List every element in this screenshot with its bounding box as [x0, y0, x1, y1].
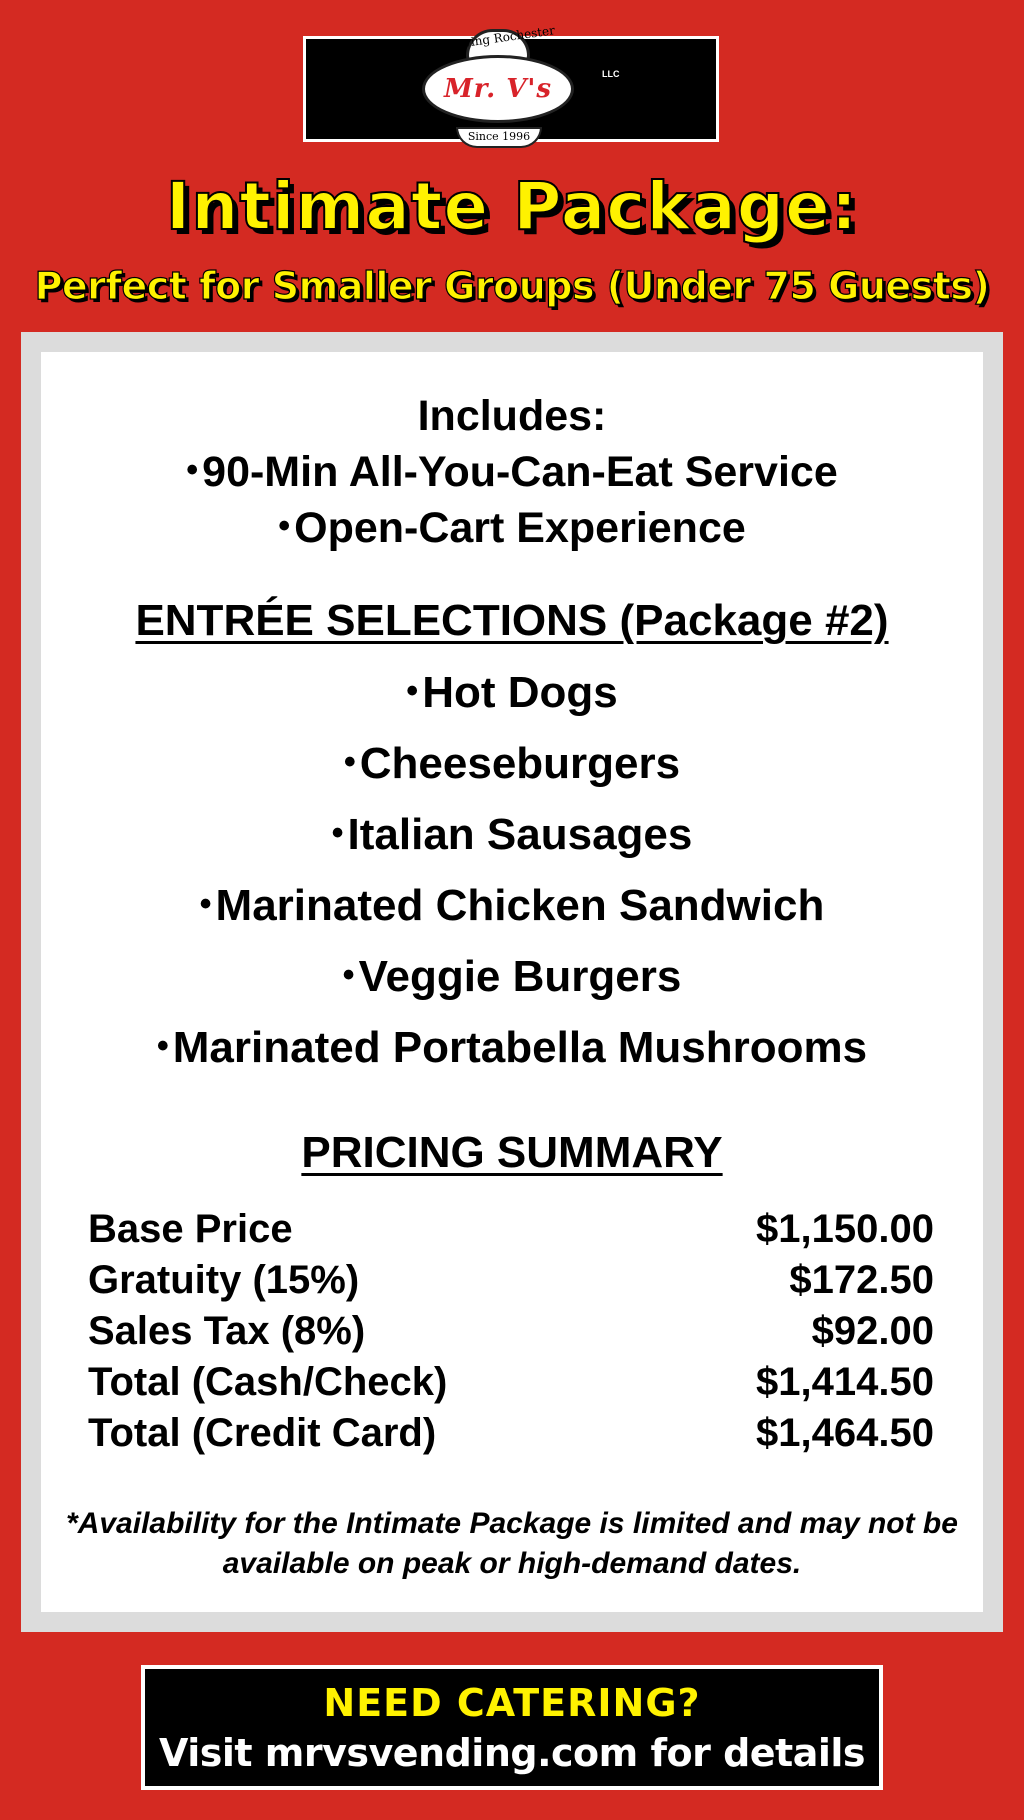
price-label: Base Price — [88, 1207, 293, 1251]
price-value: $1,150.00 — [756, 1207, 934, 1251]
package-title: Intimate Package: — [165, 168, 859, 245]
cta-title: NEED CATERING? — [323, 1681, 701, 1725]
entree-item — [41, 739, 983, 789]
includes-item-text: Open-Cart Experience — [294, 504, 746, 552]
price-row — [88, 1411, 934, 1459]
entree-item — [41, 952, 983, 1002]
entree-item-text: Marinated Portabella Mushrooms — [172, 1023, 868, 1072]
bullet-icon: • — [331, 814, 344, 852]
bullet-icon: • — [343, 743, 356, 781]
pricing-heading: PRICING SUMMARY — [301, 1128, 723, 1177]
price-label: Total (Credit Card) — [88, 1411, 437, 1455]
logo-oval — [422, 55, 574, 123]
availability-footnote: *Availability for the Intimate Package is limited and may not be available on peak or high-demand dates. — [66, 1507, 958, 1580]
entree-item-text: Veggie Burgers — [358, 952, 682, 1001]
includes-item-text: 90-Min All-You-Can-Eat Service — [202, 448, 838, 496]
price-value: $1,464.50 — [756, 1411, 934, 1455]
content-card — [41, 352, 983, 1612]
price-row — [88, 1207, 934, 1255]
catering-cta — [141, 1665, 883, 1790]
bullet-icon: • — [156, 1027, 169, 1065]
bullet-icon: • — [186, 451, 199, 489]
content-card-frame — [21, 332, 1003, 1632]
price-row — [88, 1309, 934, 1357]
logo-llc: LLC — [602, 69, 620, 79]
entree-item-text: Marinated Chicken Sandwich — [215, 881, 825, 930]
includes-item — [41, 448, 983, 497]
includes-heading: Includes: — [417, 392, 607, 440]
price-value: $1,414.50 — [756, 1360, 934, 1404]
entree-item — [41, 881, 983, 931]
entree-item-text: Italian Sausages — [347, 810, 693, 859]
cta-website[interactable]: Visit mrvsvending.com for details — [158, 1731, 866, 1775]
includes-item — [41, 504, 983, 553]
logo-tagline: Serving Rochester — [442, 23, 556, 53]
logo-name: Mr. V's — [444, 74, 552, 104]
bullet-icon: • — [199, 885, 212, 923]
bullet-icon: • — [342, 956, 355, 994]
entree-item-text: Hot Dogs — [422, 668, 618, 717]
package-subtitle: Perfect for Smaller Groups (Under 75 Guests) — [34, 264, 990, 308]
logo-since: Since 1996 — [456, 127, 542, 148]
price-value: $172.50 — [789, 1258, 934, 1302]
price-row — [88, 1360, 934, 1408]
entree-item — [41, 810, 983, 860]
price-label: Sales Tax (8%) — [88, 1309, 366, 1353]
entree-item — [41, 1023, 983, 1073]
entree-item — [41, 668, 983, 718]
price-label: Total (Cash/Check) — [88, 1360, 448, 1404]
price-value: $92.00 — [811, 1309, 934, 1353]
price-label: Gratuity (15%) — [88, 1258, 360, 1302]
entree-heading: ENTRÉE SELECTIONS (Package #2) — [135, 596, 889, 645]
price-row — [88, 1258, 934, 1306]
entree-item-text: Cheeseburgers — [359, 739, 681, 788]
bullet-icon: • — [406, 672, 419, 710]
logo-banner — [303, 23, 719, 143]
bullet-icon: • — [278, 507, 291, 545]
